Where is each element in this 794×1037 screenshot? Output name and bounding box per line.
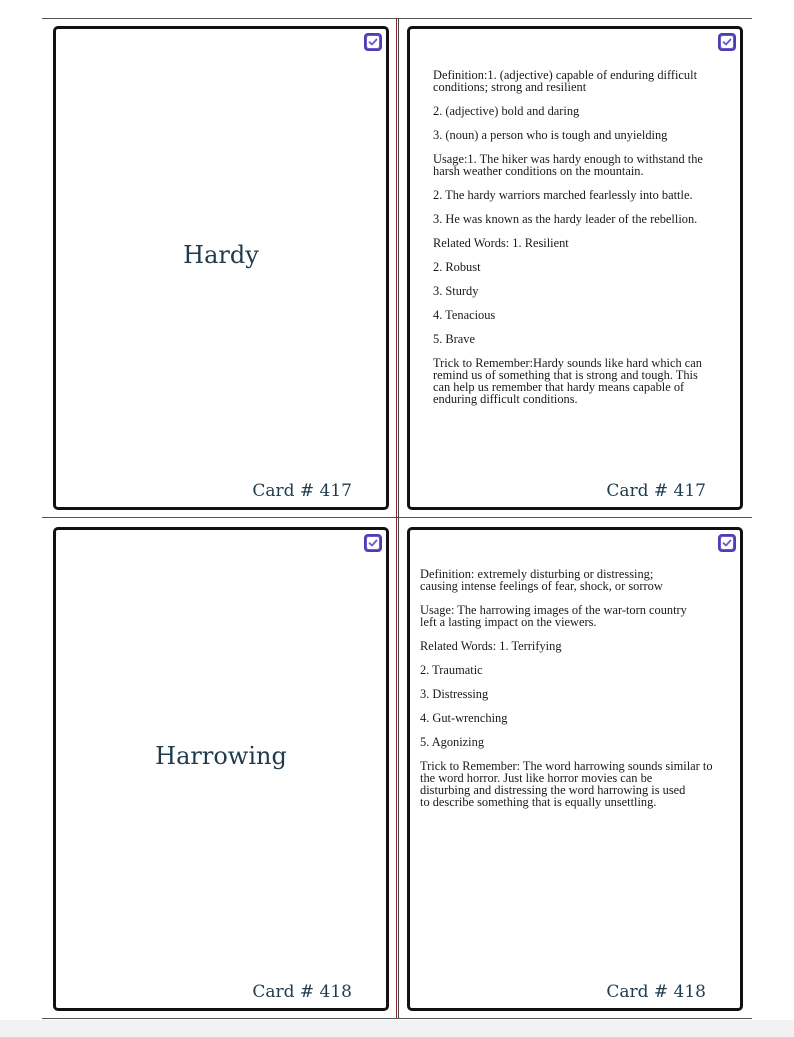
card-418-front [53,527,389,1011]
usage-3: 3. He was known as the hardy leader of the rebellion. [433,212,698,226]
page-bottom-margin [0,1020,794,1037]
usage: Usage: The harrowing images of the war-torn country left a lasting impact on the viewers. [420,603,687,629]
trick-to-remember: Trick to Remember: The word harrowing sounds similar to the word horror. Just like horror movies can be disturbing and distressing the word harrowing is used to describe something that is equally unsettling. [420,759,713,809]
definition: Definition: extremely disturbing or distressing; causing intense feelings of fear, shock, or sorrow [420,567,663,593]
card-number: Card # 418 [606,982,706,1002]
definition-2: 2. (adjective) bold and daring [433,104,580,118]
cut-line-top [42,18,752,19]
fold-line-shadow [398,18,399,1018]
card-number: Card # 417 [252,481,352,501]
check-mark-icon [720,35,734,49]
fold-line [396,18,397,1018]
related-words-3: 3. Sturdy [433,284,479,298]
checkbox-checked-icon[interactable] [364,534,382,552]
related-words-5: 5. Agonizing [420,735,485,749]
card-number: Card # 418 [252,982,352,1002]
cut-line-bottom [42,1018,752,1019]
card-number: Card # 417 [606,481,706,501]
card-418-back [407,527,743,1011]
trick-to-remember: Trick to Remember:Hardy sounds like hard which can remind us of something that is strong and tough. This can help us remember that hardy means capable of enduring difficult conditions. [433,356,702,406]
check-mark-icon [366,536,380,550]
cut-line-middle [42,517,752,518]
checkbox-checked-icon[interactable] [718,33,736,51]
card-details [420,568,738,820]
related-words-1: Related Words: 1. Resilient [433,236,569,250]
check-mark-icon [720,536,734,550]
related-words-3: 3. Distressing [420,687,489,701]
check-mark-icon [366,35,380,49]
checkbox-checked-icon[interactable] [718,534,736,552]
definition-3: 3. (noun) a person who is tough and unyielding [433,128,668,142]
related-words-4: 4. Gut-wrenching [420,711,508,725]
card-417-back [407,26,743,510]
usage-2: 2. The hardy warriors marched fearlessly into battle. [433,188,693,202]
related-words-5: 5. Brave [433,332,475,346]
related-words-2: 2. Traumatic [420,663,483,677]
related-words-4: 4. Tenacious [433,308,496,322]
card-details [433,69,733,417]
card-term: Harrowing [155,742,287,770]
usage-1: Usage:1. The hiker was hardy enough to withstand the harsh weather conditions on the mountain. [433,152,703,178]
related-words-2: 2. Robust [433,260,481,274]
definition-1: Definition:1. (adjective) capable of enduring difficult conditions; strong and resilient [433,68,698,94]
checkbox-checked-icon[interactable] [364,33,382,51]
card-term: Hardy [183,241,259,269]
card-417-front [53,26,389,510]
related-words-1: Related Words: 1. Terrifying [420,639,562,653]
